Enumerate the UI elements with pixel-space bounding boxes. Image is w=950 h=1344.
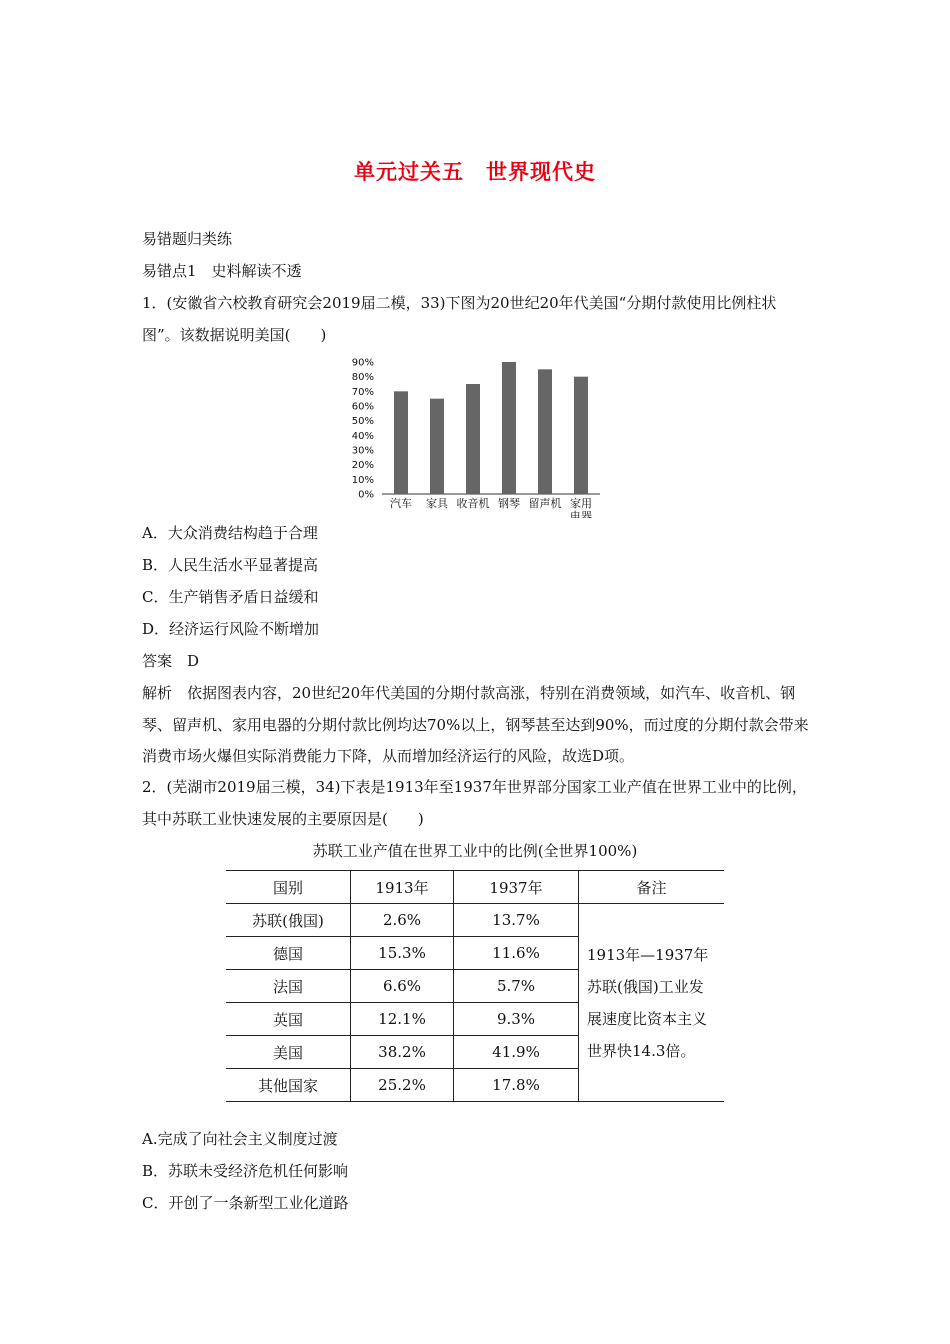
header-1937: 1937年 xyxy=(454,871,579,904)
cell-1913: 2.6% xyxy=(351,904,454,937)
q1-answer: 答案 D xyxy=(142,652,200,670)
y-tick-label: 90% xyxy=(351,357,374,369)
category-label: 留声机 xyxy=(528,497,562,510)
category-label: 家用 xyxy=(570,497,592,510)
y-tick-label: 70% xyxy=(351,386,374,398)
bar-3 xyxy=(502,362,516,494)
q2-option-a: A.完成了向社会主义制度过渡 xyxy=(142,1130,338,1148)
header-1913: 1913年 xyxy=(351,871,454,904)
cell-1937: 13.7% xyxy=(454,904,579,937)
table-row xyxy=(226,904,724,937)
q2-option-b: B．苏联未受经济危机任何影响 xyxy=(142,1162,349,1180)
cell-1913: 15.3% xyxy=(351,937,454,970)
category-label: 钢琴 xyxy=(498,497,520,510)
cell-1937: 17.8% xyxy=(454,1069,579,1102)
y-tick-label: 60% xyxy=(351,401,374,413)
q1-option-a: A．大众消费结构趋于合理 xyxy=(142,524,318,542)
question-2-stem: 2．(芜湖市2019届三模，34)下表是1913年至1937年世界部分国家工业产值在世界工业中的比例，其中苏联工业快速发展的主要原因是( ) xyxy=(142,778,807,828)
header-country: 国别 xyxy=(226,871,351,904)
cell-1937: 41.9% xyxy=(454,1036,579,1069)
y-tick-label: 10% xyxy=(351,474,374,486)
y-tick-label: 80% xyxy=(351,372,374,384)
bar-2 xyxy=(466,384,480,494)
page-title: 单元过关五 世界现代史 xyxy=(354,160,596,184)
category-label: 电器 xyxy=(570,510,592,518)
bar-4 xyxy=(538,369,552,494)
chart-svg xyxy=(338,352,618,518)
section-heading: 易错题归类练 xyxy=(142,230,233,248)
subsection-heading: 易错点1 史料解读不透 xyxy=(142,262,302,280)
q1-option-d: D．经济运行风险不断增加 xyxy=(142,620,320,638)
category-label: 收音机 xyxy=(456,497,490,510)
y-tick-label: 0% xyxy=(358,489,374,501)
q1-option-b: B．人民生活水平显著提高 xyxy=(142,556,319,574)
installment-bar-chart xyxy=(338,352,618,518)
y-tick-label: 40% xyxy=(351,430,374,442)
cell-1913: 38.2% xyxy=(351,1036,454,1069)
cell-country: 英国 xyxy=(226,1003,351,1036)
cell-1937: 9.3% xyxy=(454,1003,579,1036)
cell-1937: 5.7% xyxy=(454,970,579,1003)
cell-country: 美国 xyxy=(226,1036,351,1069)
y-tick-label: 20% xyxy=(351,460,374,472)
cell-note: 1913年—1937年苏联(俄国)工业发展速度比资本主义世界快14.3倍。 xyxy=(579,904,725,1102)
cell-1913: 25.2% xyxy=(351,1069,454,1102)
cell-country: 其他国家 xyxy=(226,1069,351,1102)
bar-0 xyxy=(394,391,408,494)
cell-1937: 11.6% xyxy=(454,937,579,970)
category-label: 家具 xyxy=(426,497,448,510)
q2-option-c: C．开创了一条新型工业化道路 xyxy=(142,1194,349,1212)
y-tick-label: 50% xyxy=(351,416,374,428)
cell-country: 苏联(俄国) xyxy=(226,904,351,937)
cell-1913: 12.1% xyxy=(351,1003,454,1036)
industry-share-table xyxy=(226,870,724,1102)
category-label: 汽车 xyxy=(390,497,412,510)
bar-5 xyxy=(574,377,588,494)
header-note: 备注 xyxy=(579,871,725,904)
cell-1913: 6.6% xyxy=(351,970,454,1003)
y-tick-label: 30% xyxy=(351,445,374,457)
cell-country: 法国 xyxy=(226,970,351,1003)
bar-1 xyxy=(430,399,444,494)
table-header-row xyxy=(226,871,724,904)
q1-option-c: C．生产销售矛盾日益缓和 xyxy=(142,588,319,606)
question-1-stem: 1．(安徽省六校教育研究会2019届二模，33)下图为20世纪20年代美国“分期付款使用比例柱状图”。该数据说明美国( ) xyxy=(142,294,777,344)
table-caption: 苏联工业产值在世界工业中的比例(全世界100%) xyxy=(312,842,638,860)
cell-country: 德国 xyxy=(226,937,351,970)
q1-analysis: 解析 依据图表内容，20世纪20年代美国的分期付款高涨，特别在消费领域，如汽车、收音机、钢琴、留声机、家用电器的分期付款比例均达70%以上，钢琴甚至达到90%，而过度的分期付款会带来消费市场火爆但实际消费能力下降，从而增加经济运行的风险，故选D项。 xyxy=(142,684,809,765)
